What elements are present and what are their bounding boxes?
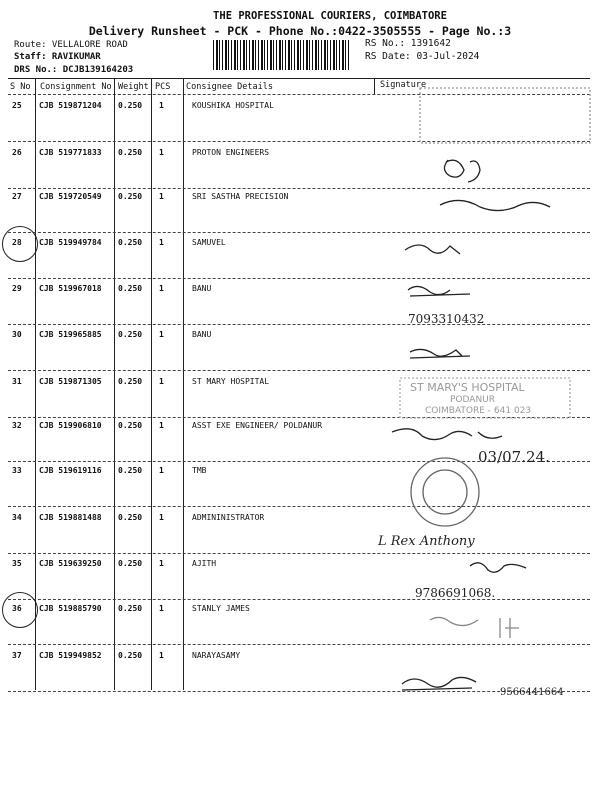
row-pcs: 1 xyxy=(159,148,164,157)
signature-27 xyxy=(440,200,550,210)
row-consignee: SAMUVEL xyxy=(192,238,226,247)
stamp-hospital-31-line2: PODANUR xyxy=(450,395,496,405)
row-consignment: CJB 519871305 xyxy=(39,377,102,386)
row-consignment: CJB 519881488 xyxy=(39,513,102,522)
signature-32 xyxy=(392,429,502,440)
signature-28 xyxy=(405,245,460,254)
signature-26 xyxy=(444,160,480,182)
row-pcs: 1 xyxy=(159,513,164,522)
stamp-hospital-31: ST MARY'S HOSPITAL xyxy=(410,381,525,394)
row-pcs: 1 xyxy=(159,101,164,110)
signature-37 xyxy=(402,677,476,690)
col-pcs: PCS xyxy=(155,82,171,92)
col-sno: S No xyxy=(10,82,31,92)
route-label: Route: VELLALORE ROAD xyxy=(14,40,128,50)
row-pcs: 1 xyxy=(159,377,164,386)
row-consignment: CJB 519720549 xyxy=(39,192,102,201)
row-pcs: 1 xyxy=(159,192,164,201)
signature-35 xyxy=(470,563,526,572)
row-consignee: STANLY JAMES xyxy=(192,604,250,613)
hospital-stamp-25 xyxy=(420,88,590,143)
row-pcs: 1 xyxy=(159,421,164,430)
row-weight: 0.250 xyxy=(118,238,143,247)
row-sno: 25 xyxy=(12,101,22,110)
row-weight: 0.250 xyxy=(118,377,143,386)
row-weight: 0.250 xyxy=(118,148,143,157)
row-consignee: PROTON ENGINEERS xyxy=(192,148,270,157)
row-sno: 26 xyxy=(12,148,22,157)
row-pcs: 1 xyxy=(159,466,164,475)
row-consignment: CJB 519885790 xyxy=(39,604,102,613)
row-weight: 0.250 xyxy=(118,192,143,201)
row-sno: 36 xyxy=(12,604,22,613)
row-weight: 0.250 xyxy=(118,559,143,568)
row-weight: 0.250 xyxy=(118,421,143,430)
col-consignment: Consignment No xyxy=(40,82,112,92)
row-consignee: BANU xyxy=(192,284,212,293)
row-weight: 0.250 xyxy=(118,604,143,613)
row-sno: 32 xyxy=(12,421,22,430)
row-sno: 33 xyxy=(12,466,22,475)
row-consignment: CJB 519949852 xyxy=(39,651,102,660)
handwritten-phone-29: 7093310432 xyxy=(408,312,485,326)
row-consignment: CJB 519949784 xyxy=(39,238,102,247)
row-sno: 34 xyxy=(12,513,22,522)
bank-seal-33 xyxy=(411,458,479,526)
row-pcs: 1 xyxy=(159,238,164,247)
runsheet-subtitle: Delivery Runsheet - PCK - Phone No.:0422-3505555 - Page No.:3 xyxy=(88,24,512,38)
row-consignee: TMB xyxy=(192,466,207,475)
row-sno: 29 xyxy=(12,284,22,293)
row-consignment: CJB 519967018 xyxy=(39,284,102,293)
col-weight: Weight xyxy=(118,82,149,92)
row-sno: 31 xyxy=(12,377,22,386)
row-consignee: KOUSHIKA HOSPITAL xyxy=(192,101,274,110)
row-pcs: 1 xyxy=(159,604,164,613)
handwritten-date-32: 03/07.24. xyxy=(478,448,550,466)
row-pcs: 1 xyxy=(159,651,164,660)
row-weight: 0.250 xyxy=(118,284,143,293)
rs-number: RS No.: 1391642 xyxy=(365,38,451,49)
row-consignee: ADMININISTRATOR xyxy=(192,513,265,522)
row-consignment: CJB 519619116 xyxy=(39,466,102,475)
drs-number: DRS No.: DCJB139164203 xyxy=(14,65,134,75)
row-sno: 37 xyxy=(12,651,22,660)
row-consignment: CJB 519639250 xyxy=(39,559,102,568)
row-weight: 0.250 xyxy=(118,101,143,110)
row-consignment: CJB 519871204 xyxy=(39,101,102,110)
row-pcs: 1 xyxy=(159,559,164,568)
col-consignee: Consignee Details xyxy=(186,82,273,92)
handwritten-phone-35: 9786691068. xyxy=(415,586,496,600)
staff-label: Staff: RAVIKUMAR xyxy=(14,52,101,62)
row-consignment: CJB 519965885 xyxy=(39,330,102,339)
company-title: THE PROFESSIONAL COURIERS, COIMBATORE xyxy=(213,10,447,22)
row-weight: 0.250 xyxy=(118,513,143,522)
signature-36 xyxy=(430,617,519,638)
row-consignee: ST MARY HOSPITAL xyxy=(192,377,270,386)
row-consignee: BANU xyxy=(192,330,212,339)
row-consignee: AJITH xyxy=(192,559,217,568)
handwritten-phone-37: 9566441664 xyxy=(500,687,564,698)
signature-30 xyxy=(410,349,470,358)
col-signature: Signature xyxy=(380,80,427,90)
row-consignee: SRI SASTHA PRECISION xyxy=(192,192,289,201)
row-sno: 35 xyxy=(12,559,22,568)
row-sno: 27 xyxy=(12,192,22,201)
stamp-hospital-31-line3: COIMBATORE - 641 023 xyxy=(425,406,532,416)
row-pcs: 1 xyxy=(159,330,164,339)
handwritten-name-34: L Rex Anthony xyxy=(378,534,475,549)
row-sno: 28 xyxy=(12,238,22,247)
rs-date: RS Date: 03-Jul-2024 xyxy=(365,51,480,62)
row-weight: 0.250 xyxy=(118,330,143,339)
row-consignment: CJB 519771833 xyxy=(39,148,102,157)
row-pcs: 1 xyxy=(159,284,164,293)
row-consignee: ASST EXE ENGINEER/ POLDANUR xyxy=(192,421,323,430)
row-weight: 0.250 xyxy=(118,466,143,475)
row-consignment: CJB 519906810 xyxy=(39,421,102,430)
row-weight: 0.250 xyxy=(118,651,143,660)
signature-29 xyxy=(408,286,470,296)
row-consignee: NARAYASAMY xyxy=(192,651,241,660)
row-sno: 30 xyxy=(12,330,22,339)
